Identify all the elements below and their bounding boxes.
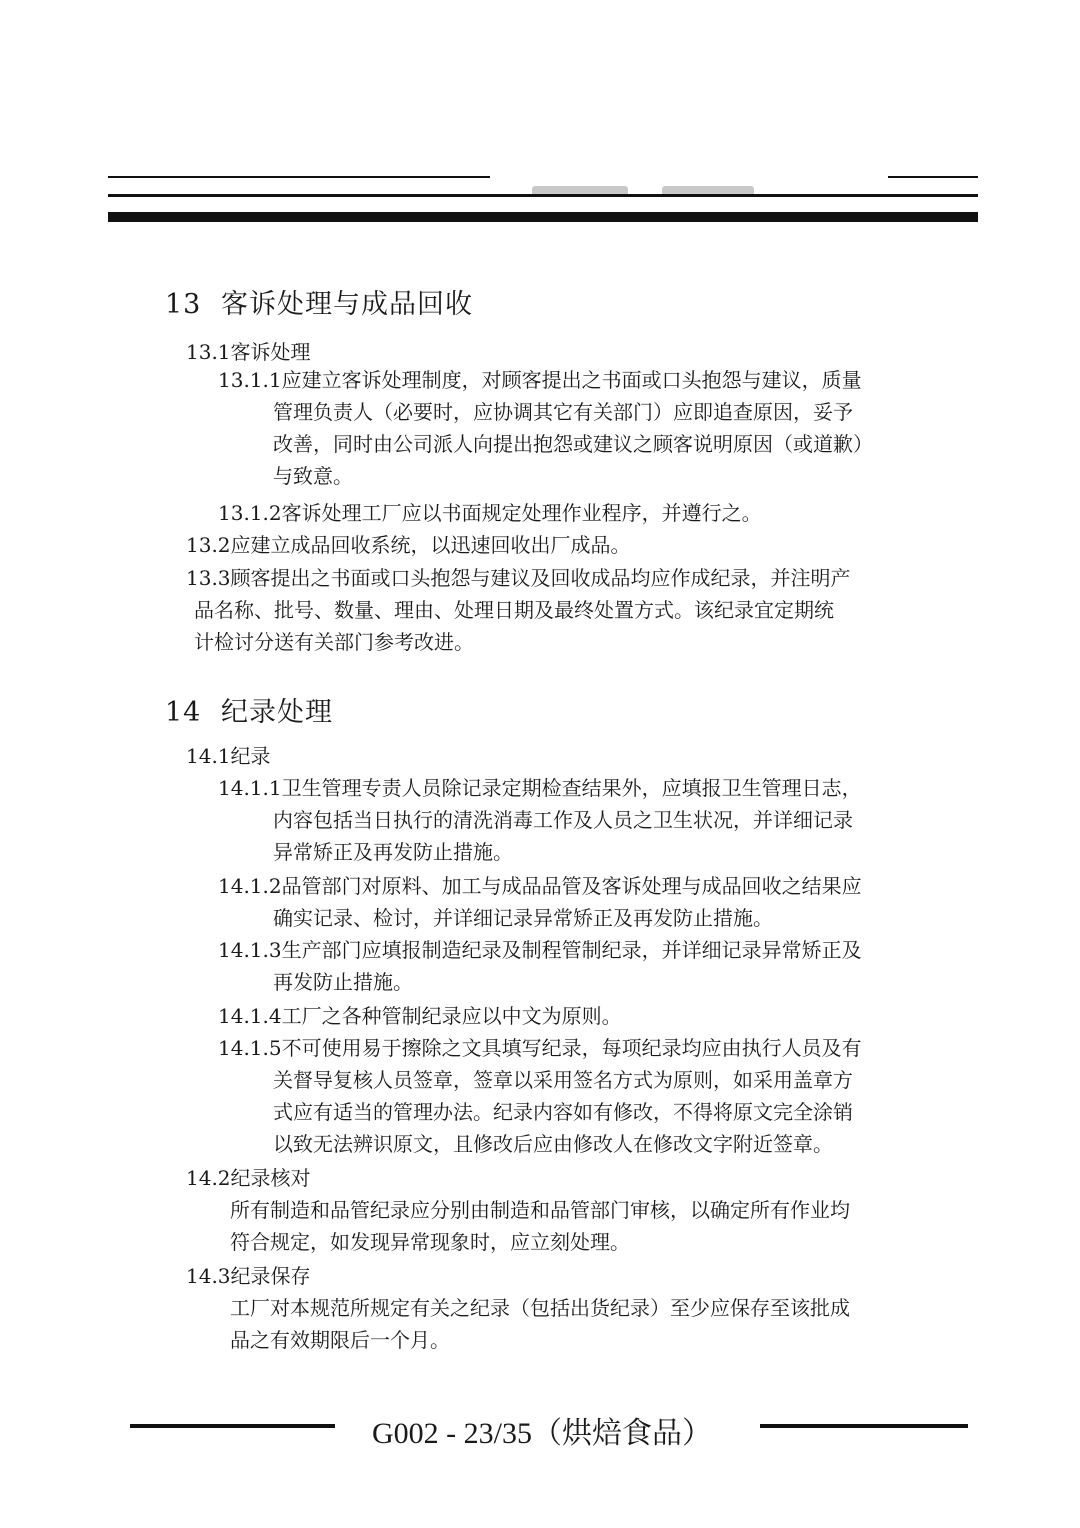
text-line: 工厂对本规范所规定有关之纪录（包括出货纪录）至少应保存至该批成 <box>230 1296 850 1320</box>
text-line: 式应有适当的管理办法。纪录内容如有修改，不得将原文完全涂销 <box>273 1100 853 1124</box>
text-line: 确实记录、检讨，并详细记录异常矫正及再发防止措施。 <box>273 906 773 930</box>
text-line: 14.1.5不可使用易于擦除之文具填写纪录，每项纪录均应由执行人员及有 <box>218 1036 862 1060</box>
page-footer: G002 - 23/35（烘焙食品） <box>372 1417 712 1450</box>
header-tab-mark <box>532 186 628 194</box>
section-number: 13 <box>165 289 202 320</box>
text-line: 以致无法辨识原文，且修改后应由修改人在修改文字附近签章。 <box>273 1132 833 1156</box>
text-line: 品名称、批号、数量、理由、处理日期及最终处置方式。该纪录宜定期统 <box>194 598 834 622</box>
header-rule-left-thin <box>108 176 490 178</box>
section-title: 客诉处理与成品回收 <box>221 289 473 320</box>
text-line: 改善，同时由公司派人向提出抱怨或建议之顾客说明原因（或道歉） <box>273 432 873 456</box>
section-heading-14 <box>165 690 333 729</box>
text-line: 所有制造和品管纪录应分别由制造和品管部门审核，以确定所有作业均 <box>230 1198 850 1222</box>
paragraph-14-1-3 <box>218 934 862 998</box>
text-line: 与致意。 <box>273 464 353 488</box>
text-line: 管理负责人（必要时，应协调其它有关部门）应即追查原因，妥予 <box>273 400 853 424</box>
footer-rule-right <box>760 1424 968 1428</box>
text-line: 13.3顾客提出之书面或口头抱怨与建议及回收成品均应作成纪录，并注明产 <box>186 566 851 590</box>
header-rule-thick <box>108 212 978 222</box>
paragraph-14-2 <box>230 1194 850 1258</box>
header-tab-mark <box>662 186 754 194</box>
text-line: 14.1.3生产部门应填报制造纪录及制程管制纪录，并详细记录异常矫正及 <box>218 938 862 962</box>
footer-rule-left <box>130 1424 335 1428</box>
subsection-13-3 <box>186 562 851 658</box>
paragraph-14-1-2 <box>218 870 862 934</box>
text-line: 内容包括当日执行的清洗消毒工作及人员之卫生状况，并详细记录 <box>273 808 853 832</box>
subsection-14-1: 14.1纪录 <box>186 744 271 768</box>
text-line: 计检讨分送有关部门参考改进。 <box>194 630 474 654</box>
subsection-13-2: 13.2应建立成品回收系统，以迅速回收出厂成品。 <box>186 533 631 557</box>
paragraph-14-1-5 <box>218 1032 862 1160</box>
header-rule-right-thin <box>888 176 978 178</box>
text-line: 关督导复核人员签章，签章以采用签名方式为原则，如采用盖章方 <box>273 1068 853 1092</box>
subsection-14-3: 14.3纪录保存 <box>186 1264 311 1288</box>
text-line: 品之有效期限后一个月。 <box>230 1328 450 1352</box>
section-number: 14 <box>165 697 202 728</box>
text-line: 14.1.2品管部门对原料、加工与成品品管及客诉处理与成品回收之结果应 <box>218 874 862 898</box>
paragraph-14-1-4: 14.1.4工厂之各种管制纪录应以中文为原则。 <box>218 1004 622 1028</box>
section-heading-13 <box>165 282 473 321</box>
text-line: 再发防止措施。 <box>273 970 413 994</box>
text-line: 异常矫正及再发防止措施。 <box>273 840 513 864</box>
paragraph-14-1-1 <box>218 772 862 868</box>
text-line: 符合规定，如发现异常现象时，应立刻处理。 <box>230 1230 630 1254</box>
subsection-14-2: 14.2纪录核对 <box>186 1166 311 1190</box>
paragraph-13-1-1 <box>218 364 873 492</box>
header-rule-mid <box>108 194 978 197</box>
paragraph-13-1-2: 13.1.2客诉处理工厂应以书面规定处理作业程序，并遵行之。 <box>218 501 762 525</box>
paragraph-14-3 <box>230 1292 850 1356</box>
text-line: 14.1.1卫生管理专责人员除记录定期检查结果外，应填报卫生管理日志， <box>218 776 862 800</box>
subsection-13-1: 13.1客诉处理 <box>186 340 311 364</box>
text-line: 13.1.1应建立客诉处理制度，对顾客提出之书面或口头抱怨与建议，质量 <box>218 368 862 392</box>
section-title: 纪录处理 <box>221 697 333 728</box>
